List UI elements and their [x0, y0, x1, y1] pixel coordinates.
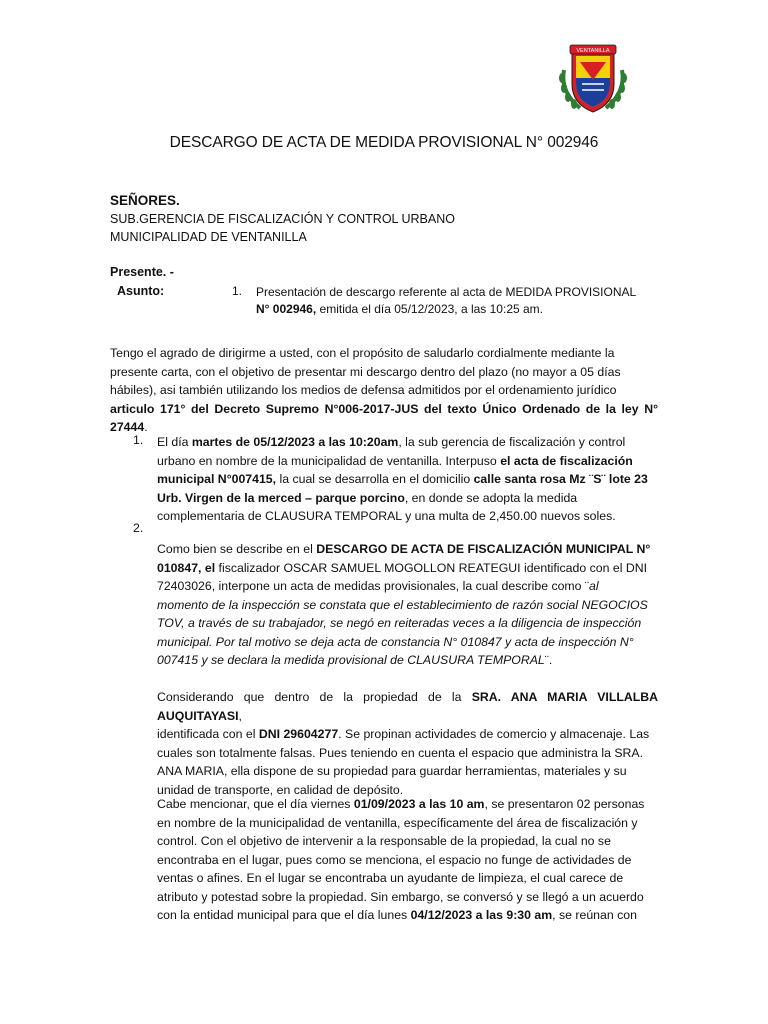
greeting: SEÑORES. [110, 193, 180, 208]
intro-line-4 [110, 400, 658, 437]
intro-paragraph [110, 344, 658, 437]
t: El día [157, 435, 192, 449]
quote-line: municipal. Por tal motivo se deja acta de constancia N° 010847 y acta de inspección N° [157, 634, 634, 649]
item-2-line-2 [157, 559, 658, 578]
t: la cual se desarrolla en el domicilio [276, 472, 474, 486]
descargo-bold: DESCARGO DE ACTA DE FISCALIZACIÓN MUNICIPAL N° [316, 542, 651, 556]
date-bold: martes de 05/12/2023 a las 10:20am [191, 435, 399, 449]
visit-paragraph [157, 795, 658, 925]
item-2-line-4 [157, 596, 658, 615]
item-2-number: 2. [133, 521, 144, 535]
item-1-line-2 [157, 452, 658, 471]
asunto-line-1: Presentación de descargo referente al acta de MEDIDA PROVISIONAL [256, 285, 637, 299]
item-1-line-5: complementaria de CLAUSURA TEMPORAL y una multa de 2,450.00 nuevos soles. [157, 509, 616, 523]
presente-label: Presente. - [110, 265, 174, 279]
para-4-line-3: control. Con el objetivo de intervenir a la responsable de la propiedad, la cual no se [157, 834, 611, 848]
owner-name-bold: SRA. ANA MARIA VILLALBA AUQUITAYASI [157, 690, 659, 723]
item-1-line-4 [157, 489, 658, 508]
ventanilla-coat-of-arms-logo [552, 40, 634, 116]
t: Cabe mencionar, que el día viernes [157, 797, 354, 811]
legal-reference: articulo 171° del Decreto Supremo N°006-2017-JUS del texto Único Ordenado de la ley N° 27444 [110, 401, 658, 434]
t: , [238, 708, 242, 723]
recipient-line-1: SUB.GERENCIA DE FISCALIZACIÓN Y CONTROL URBANO [110, 212, 455, 226]
t: Como bien se describe en el [157, 542, 317, 556]
t: 72403026, interpone un acta de medidas provisionales, la cual describe como ¨ [157, 579, 590, 593]
quote-line: TOV, a través de su trabajador, se negó en reiteradas veces a la diligencia de inspección [157, 616, 642, 630]
acta-number-bold: municipal N°007415, [157, 472, 277, 486]
para-4-line-4: encontraba en el lugar, pues como se menciona, el espacio no funge de actividades de [157, 852, 632, 867]
asunto-label: Asunto: [117, 284, 165, 298]
t: . Se propinan actividades de comercio y almacenaje. Las [338, 727, 650, 741]
logo-banner-text: VENTANILLA [576, 48, 610, 54]
asunto-text [256, 284, 656, 318]
t: ¨. [544, 653, 553, 667]
address-bold: calle santa rosa Mz ¨S¨ lote 23 [473, 472, 648, 486]
asunto-number: 1. [232, 284, 243, 298]
quote-start: al [589, 579, 599, 593]
para-4-line-7 [157, 906, 658, 925]
item-1-line-3 [157, 470, 658, 489]
para-3-line-3: cuales son totalmente falsas. Pues teniendo en cuenta el espacio que administra la SRA. [157, 745, 644, 760]
property-paragraph [157, 688, 658, 799]
para-3-line-4: ANA MARIA, ella dispone de su propiedad para guardar herramientas, materiales y su [157, 764, 627, 778]
recipient-line-2: MUNICIPALIDAD DE VENTANILLA [110, 230, 307, 244]
asunto-line-2 [256, 301, 656, 318]
descargo-number-bold: 010847, el [157, 560, 216, 575]
document-title: DESCARGO DE ACTA DE MEDIDA PROVISIONAL N° 002946 [169, 134, 599, 151]
meeting-date-bold: 04/12/2023 a las 9:30 am [410, 908, 553, 922]
para-3-line-2 [157, 725, 658, 744]
para-3-line-1 [157, 688, 658, 725]
t: Considerando que dentro de la propiedad de la [157, 690, 472, 704]
item-2-paragraph [157, 540, 658, 670]
intro-line-3: hábiles), asi también utilizando los medios de defensa admitidos por el ordenamiento jurídico [110, 383, 617, 397]
address-bold-2: Urb. Virgen de la merced – parque porcino [157, 490, 405, 505]
item-2-line-1 [157, 540, 658, 559]
item-2-line-5 [157, 614, 658, 633]
intro-line-2: presente carta, con el objetivo de presentar mi descargo dentro del plazo (no mayor a 05 días [110, 364, 621, 379]
t: urbano en nombre de la municipalidad de ventanilla. Interpuso [157, 453, 501, 468]
quote-line: momento de la inspección se constata que el establecimiento de razón social NEGOCIOS [157, 597, 648, 612]
para-4-line-2: en nombre de la municipalidad de ventanilla, específicamente del área de fiscalización y [157, 815, 638, 830]
item-2-line-7 [157, 651, 658, 670]
quote-end: 007415 y se declara la medida provisional de CLAUSURA TEMPORAL [157, 653, 545, 667]
t: , en donde se adopta la medida [404, 490, 578, 505]
t: , se presentaron 02 personas [484, 797, 645, 811]
item-2-line-3 [157, 577, 658, 596]
t: , se reúnan con [552, 908, 637, 922]
t: , la sub gerencia de fiscalización y control [398, 435, 626, 449]
dni-bold: DNI 29604277 [258, 727, 339, 741]
asunto-line-2-text: emitida el día 05/12/2023, a las 10:25 am. [316, 302, 544, 316]
para-4-line-5: ventas o afines. En el lugar se encontraba un ayudante de limpieza, el cual carece de [157, 871, 624, 885]
intro-period: . [144, 420, 148, 434]
para-4-line-1 [157, 795, 658, 814]
item-2-line-6 [157, 633, 658, 652]
asunto-number-bold: N° 002946, [256, 302, 317, 316]
para-4-line-6: atributo y potestad sobre la propiedad. Sin embargo, se conversó y se llegó a un acuerdo [157, 889, 644, 904]
visit-date-bold: 01/09/2023 a las 10 am [353, 797, 485, 811]
acta-bold: el acta de fiscalización [500, 453, 633, 468]
intro-line-1: Tengo el agrado de dirigirme a usted, con el propósito de saludarlo cordialmente mediante la [110, 346, 615, 360]
t: fiscalizador OSCAR SAMUEL MOGOLLON REATEGUI identificado con el DNI [215, 560, 648, 575]
t: con la entidad municipal para que el día lunes [157, 908, 411, 922]
item-1-line-1 [157, 433, 658, 452]
item-1-paragraph [157, 433, 658, 526]
para-3-line-5: unidad de transporte, en calidad de depósito. [157, 782, 404, 797]
t: identificada con el [157, 727, 259, 741]
item-1-number: 1. [133, 433, 144, 447]
